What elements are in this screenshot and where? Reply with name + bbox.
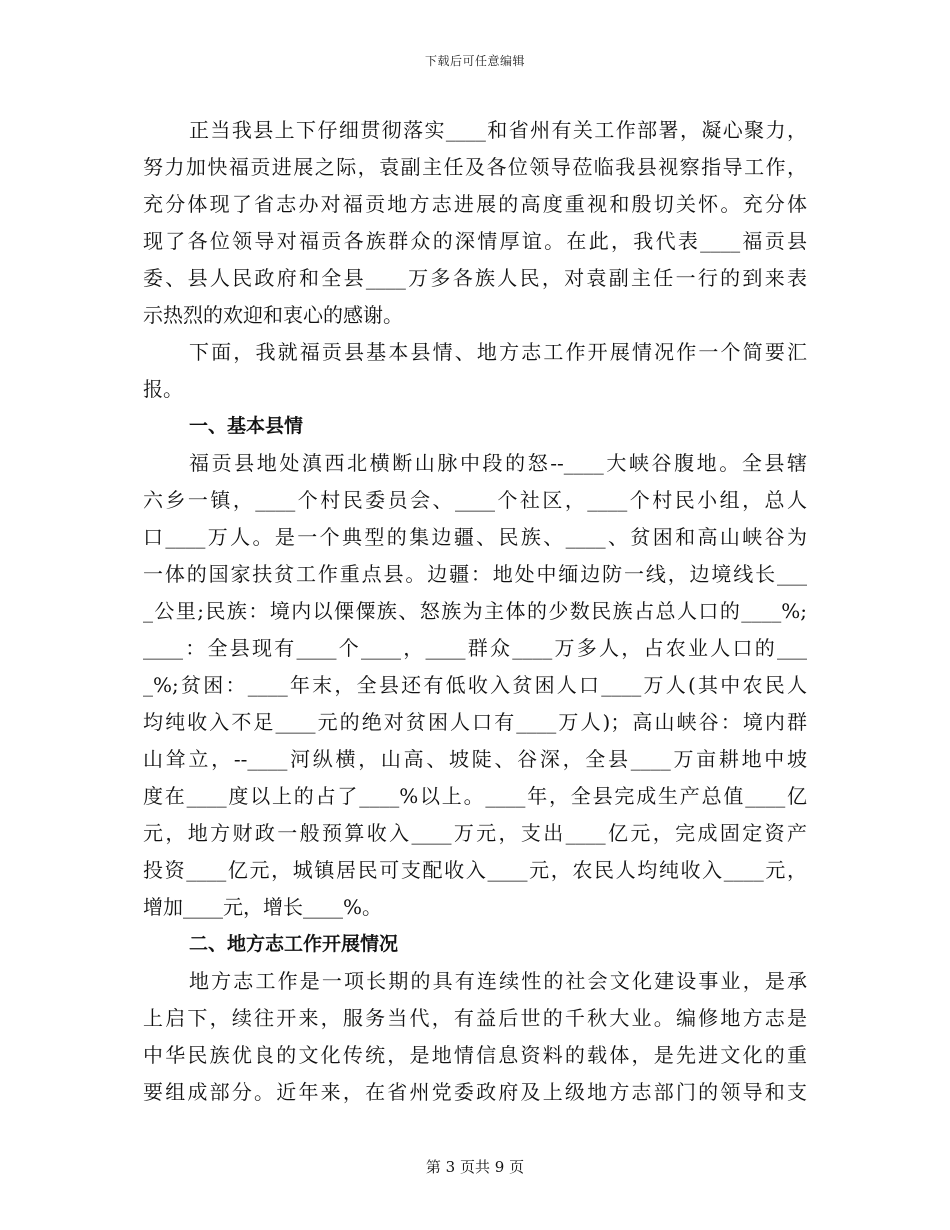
paragraph-line: 地方志工作是一项长期的具有连续性的社会文化建设事业，是承 <box>189 969 807 993</box>
paragraph-line: 福贡县地处滇西北横断山脉中段的怒--____大峡谷腹地。全县辖 <box>189 451 807 475</box>
paragraph-line: 要组成部分。近年来，在省州党委政府及上级地方志部门的领导和支 <box>143 1080 807 1104</box>
section-heading-basic-info: 一、基本县情 <box>189 415 304 437</box>
paragraph-line: 均纯收入不足____元的绝对贫困人口有____万人)；高山峡谷：境内群 <box>143 710 807 734</box>
paragraph-line: _公里;民族：境内以傈僳族、怒族为主体的少数民族占总人口的____%; <box>143 599 807 623</box>
page-footer: 第 3 页共 9 页 <box>425 1158 525 1176</box>
paragraph-line: 度在____度以上的占了____%以上。____年，全县完成生产总值____亿 <box>143 784 807 808</box>
paragraph-line: 现了各位领导对福贡各族群众的深情厚谊。在此，我代表____福贡县 <box>143 229 807 253</box>
paragraph-line: 示热烈的欢迎和衷心的感谢。 <box>143 303 403 327</box>
paragraph-line: 报。 <box>143 377 183 401</box>
paragraph-line: 元，地方财政一般预算收入____万元，支出____亿元，完成固定资产 <box>143 821 807 845</box>
paragraph-line: 下面，我就福贡县基本县情、地方志工作开展情况作一个简要汇 <box>189 340 807 364</box>
paragraph-line: 正当我县上下仔细贯彻落实____和省州有关工作部署，凝心聚力， <box>189 118 807 142</box>
paragraph-line: 口____万人。是一个典型的集边疆、民族、____、贫困和高山峡谷为 <box>143 525 807 549</box>
paragraph-line: 委、县人民政府和全县____万多各族人民，对袁副主任一行的到来表 <box>143 266 807 290</box>
paragraph-line: 努力加快福贡进展之际，袁副主任及各位领导莅临我县视察指导工作， <box>143 155 807 179</box>
paragraph-line: 投资____亿元，城镇居民可支配收入____元，农民人均纯收入____元， <box>143 858 807 882</box>
paragraph-line: 中华民族优良的文化传统，是地情信息资料的载体，是先进文化的重 <box>143 1043 807 1067</box>
paragraph-line: ____：全县现有____个____，____群众____万多人，占农业人口的___ <box>143 636 807 660</box>
paragraph-line: 六乡一镇，____个村民委员会、____个社区，____个村民小组，总人 <box>143 488 807 512</box>
paragraph-line: 增加____元，增长____%。 <box>143 895 383 919</box>
paragraph-line: 上启下，续往开来，服务当代，有益后世的千秋大业。编修地方志是 <box>143 1006 807 1030</box>
document-body <box>143 112 807 1111</box>
paragraph-line: 充分体现了省志办对福贡地方志进展的高度重视和殷切关怀。充分体 <box>143 192 807 216</box>
section-heading-gazetteer-work: 二、地方志工作开展情况 <box>189 933 399 955</box>
paragraph-line: 一体的国家扶贫工作重点县。边疆：地处中缅边防一线，边境线长___ <box>143 562 807 586</box>
paragraph-line: 山耸立，--____河纵横，山高、坡陡、谷深，全县____万亩耕地中坡 <box>143 747 807 771</box>
paragraph-line: _%;贫困：____年末，全县还有低收入贫困人口____万人(其中农民人 <box>143 673 807 697</box>
page-header: 下载后可任意编辑 <box>424 54 525 68</box>
